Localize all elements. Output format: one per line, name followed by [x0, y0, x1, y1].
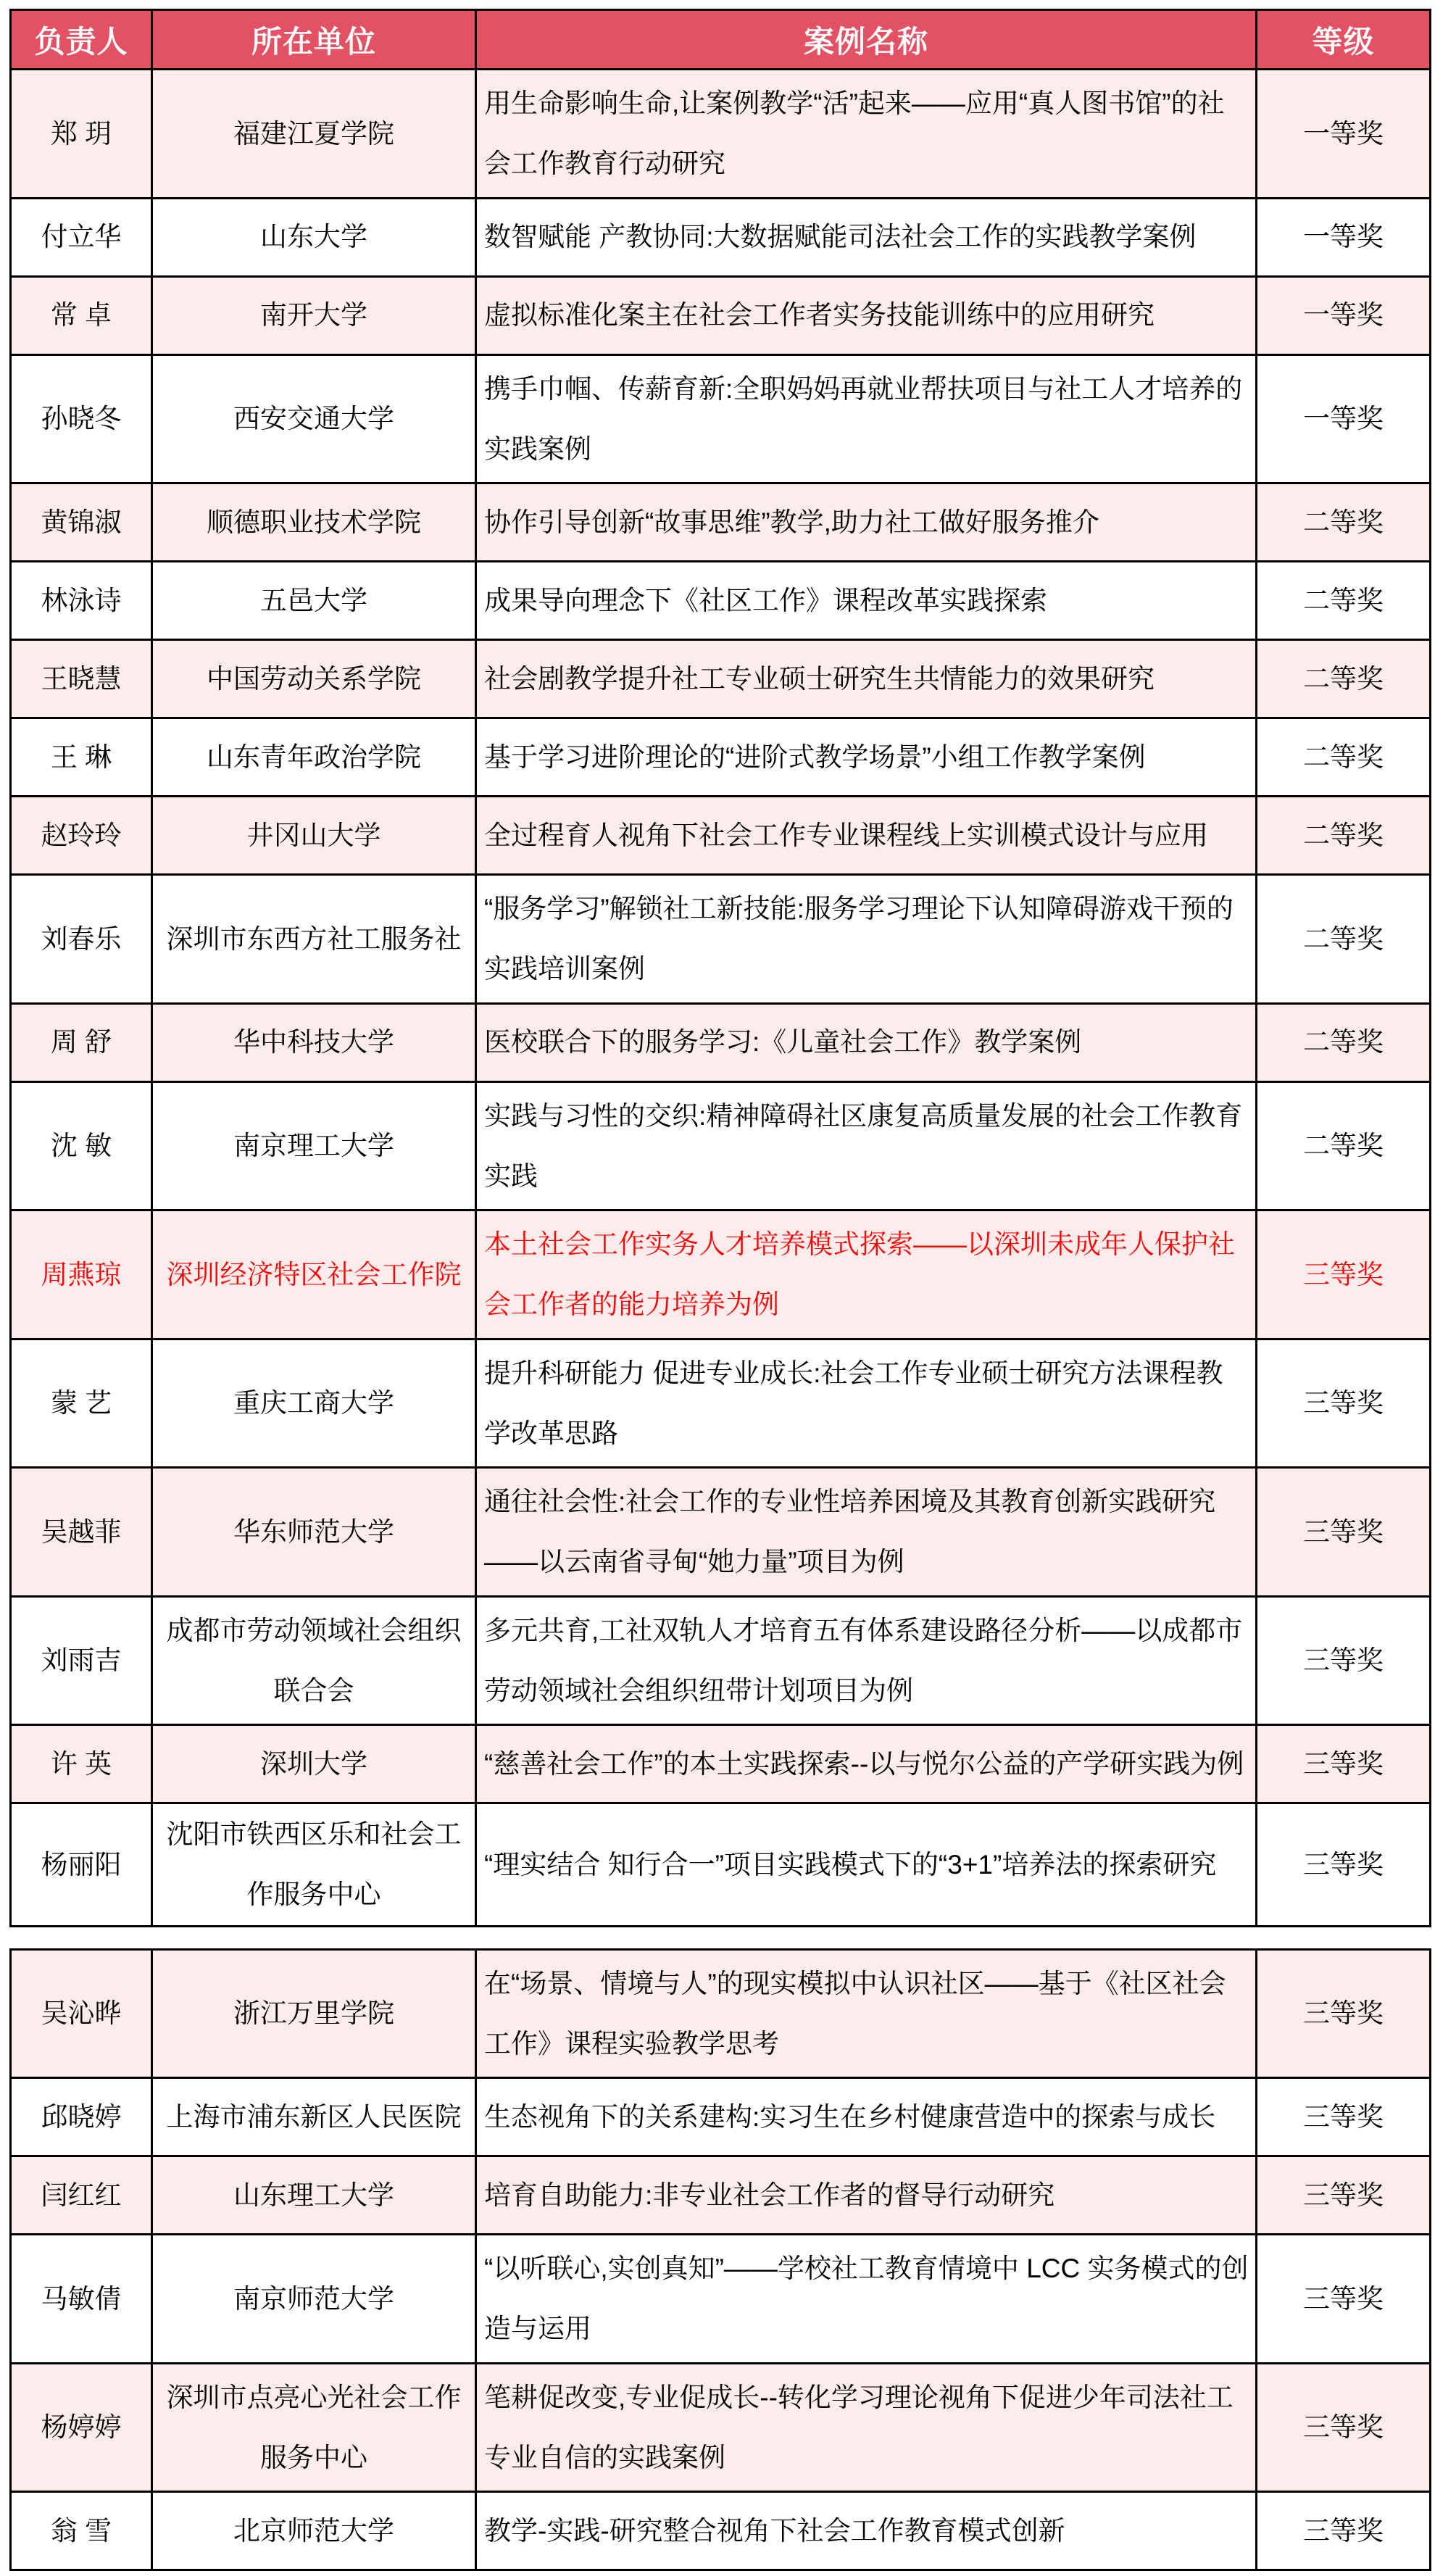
cell-award-grade: 三等奖 [1257, 1468, 1431, 1597]
cell-organization: 南开大学 [152, 276, 476, 354]
cell-case-title: 社会剧教学提升社工专业硕士研究生共情能力的效果研究 [476, 640, 1257, 718]
cell-award-grade: 一等奖 [1257, 198, 1431, 276]
cell-organization: 顺德职业技术学院 [152, 483, 476, 562]
cell-case-title: 提升科研能力 促进专业成长:社会工作专业硕士研究方法课程教学改革思路 [476, 1339, 1257, 1468]
cell-organization: 北京师范大学 [152, 2492, 476, 2570]
cell-case-title: 用生命影响生命,让案例教学“活”起来——应用“真人图书馆”的社会工作教育行动研究 [476, 70, 1257, 199]
cell-case-title: 成果导向理念下《社区工作》课程改革实践探索 [476, 562, 1257, 640]
cell-case-title: 本土社会工作实务人才培养模式探索——以深圳未成年人保护社会工作者的能力培养为例 [476, 1210, 1257, 1340]
cell-person-name: 沈 敏 [11, 1081, 152, 1210]
cell-person-name: 刘雨吉 [11, 1596, 152, 1725]
cell-award-grade: 三等奖 [1257, 1210, 1431, 1340]
cell-case-title: “理实结合 知行合一”项目实践模式下的“3+1”培养法的探索研究 [476, 1803, 1257, 1927]
cell-award-grade: 二等奖 [1257, 1003, 1431, 1081]
cell-case-title: 虚拟标准化案主在社会工作者实务技能训练中的应用研究 [476, 276, 1257, 354]
cell-case-title: 实践与习性的交织:精神障碍社区康复高质量发展的社会工作教育实践 [476, 1081, 1257, 1210]
cell-case-title: 携手巾帼、传薪育新:全职妈妈再就业帮扶项目与社工人才培养的实践案例 [476, 354, 1257, 483]
cell-person-name: 杨婷婷 [11, 2363, 152, 2492]
awards-table-section-2 [9, 1948, 1431, 2571]
cell-person-name: 翁 雪 [11, 2492, 152, 2570]
cell-person-name: 吴越菲 [11, 1468, 152, 1597]
cell-person-name: 刘春乐 [11, 875, 152, 1004]
cell-person-name: 周燕琼 [11, 1210, 152, 1340]
cell-organization: 上海市浦东新区人民医院 [152, 2078, 476, 2156]
table-row [11, 1596, 1431, 1725]
table-row [11, 2492, 1431, 2570]
cell-award-grade: 三等奖 [1257, 2492, 1431, 2570]
cell-award-grade: 二等奖 [1257, 875, 1431, 1004]
cell-case-title: 培育自助能力:非专业社会工作者的督导行动研究 [476, 2156, 1257, 2235]
cell-award-grade: 二等奖 [1257, 483, 1431, 562]
cell-organization: 山东理工大学 [152, 2156, 476, 2235]
cell-organization: 浙江万里学院 [152, 1949, 476, 2078]
cell-award-grade: 二等奖 [1257, 640, 1431, 718]
cell-award-grade: 一等奖 [1257, 70, 1431, 199]
cell-award-grade: 三等奖 [1257, 2078, 1431, 2156]
cell-person-name: 黄锦淑 [11, 483, 152, 562]
cell-case-title: 生态视角下的关系建构:实习生在乡村健康营造中的探索与成长 [476, 2078, 1257, 2156]
cell-case-title: 医校联合下的服务学习:《儿童社会工作》教学案例 [476, 1003, 1257, 1081]
table-row [11, 354, 1431, 483]
cell-organization: 五邑大学 [152, 562, 476, 640]
cell-award-grade: 三等奖 [1257, 2363, 1431, 2492]
cell-award-grade: 二等奖 [1257, 797, 1431, 875]
cell-organization: 华东师范大学 [152, 1468, 476, 1597]
cell-award-grade: 二等奖 [1257, 1081, 1431, 1210]
header-row [11, 10, 1431, 70]
cell-person-name: 王晓慧 [11, 640, 152, 718]
awards-table-section-1 [9, 9, 1431, 1927]
cell-person-name: 吴沁晔 [11, 1949, 152, 2078]
header-award-grade: 等级 [1257, 10, 1431, 70]
cell-award-grade: 三等奖 [1257, 1339, 1431, 1468]
cell-person-name: 蒙 艺 [11, 1339, 152, 1468]
cell-case-title: 通往社会性:社会工作的专业性培养困境及其教育创新实践研究——以云南省寻甸“她力量”项目为例 [476, 1468, 1257, 1597]
cell-organization: 成都市劳动领域社会组织联合会 [152, 1596, 476, 1725]
table-row [11, 718, 1431, 797]
table-row [11, 797, 1431, 875]
cell-person-name: 周 舒 [11, 1003, 152, 1081]
cell-organization: 中国劳动关系学院 [152, 640, 476, 718]
table-row [11, 2078, 1431, 2156]
cell-case-title: “以听联心,实创真知”——学校社工教育情境中 LCC 实务模式的创造与运用 [476, 2235, 1257, 2364]
cell-organization: 深圳经济特区社会工作院 [152, 1210, 476, 1340]
table-row [11, 70, 1431, 199]
table-row [11, 1339, 1431, 1468]
cell-person-name: 付立华 [11, 198, 152, 276]
cell-organization: 南京理工大学 [152, 1081, 476, 1210]
cell-organization: 华中科技大学 [152, 1003, 476, 1081]
cell-award-grade: 三等奖 [1257, 1725, 1431, 1803]
cell-organization: 深圳市点亮心光社会工作服务中心 [152, 2363, 476, 2492]
cell-organization: 南京师范大学 [152, 2235, 476, 2364]
header-person-name: 负责人 [11, 10, 152, 70]
cell-person-name: 郑 玥 [11, 70, 152, 199]
cell-award-grade: 三等奖 [1257, 1803, 1431, 1927]
cell-organization: 福建江夏学院 [152, 70, 476, 199]
cell-case-title: “慈善社会工作”的本土实践探索--以与悦尔公益的产学研实践为例 [476, 1725, 1257, 1803]
cell-organization: 沈阳市铁西区乐和社会工作服务中心 [152, 1803, 476, 1927]
cell-organization: 深圳市东西方社工服务社 [152, 875, 476, 1004]
cell-case-title: 全过程育人视角下社会工作专业课程线上实训模式设计与应用 [476, 797, 1257, 875]
cell-organization: 重庆工商大学 [152, 1339, 476, 1468]
table-row [11, 640, 1431, 718]
cell-case-title: 数智赋能 产教协同:大数据赋能司法社会工作的实践教学案例 [476, 198, 1257, 276]
cell-person-name: 杨丽阳 [11, 1803, 152, 1927]
cell-person-name: 林泳诗 [11, 562, 152, 640]
cell-award-grade: 一等奖 [1257, 276, 1431, 354]
table-row [11, 1468, 1431, 1597]
header-case-title: 案例名称 [476, 10, 1257, 70]
cell-person-name: 赵玲玲 [11, 797, 152, 875]
table-row [11, 1210, 1431, 1340]
cell-case-title: 笔耕促改变,专业促成长--转化学习理论视角下促进少年司法社工专业自信的实践案例 [476, 2363, 1257, 2492]
cell-person-name: 邱晓婷 [11, 2078, 152, 2156]
table-row [11, 483, 1431, 562]
table-row [11, 1725, 1431, 1803]
cell-organization: 井冈山大学 [152, 797, 476, 875]
table-row [11, 198, 1431, 276]
cell-award-grade: 三等奖 [1257, 2156, 1431, 2235]
cell-award-grade: 三等奖 [1257, 1596, 1431, 1725]
cell-organization: 山东青年政治学院 [152, 718, 476, 797]
cell-person-name: 许 英 [11, 1725, 152, 1803]
cell-case-title: 协作引导创新“故事思维”教学,助力社工做好服务推介 [476, 483, 1257, 562]
cell-award-grade: 三等奖 [1257, 1949, 1431, 2078]
table-row [11, 2363, 1431, 2492]
cell-case-title: 多元共育,工社双轨人才培育五有体系建设路径分析——以成都市劳动领域社会组织纽带计划项目为例 [476, 1596, 1257, 1725]
cell-person-name: 闫红红 [11, 2156, 152, 2235]
table-row [11, 1081, 1431, 1210]
table-row [11, 1949, 1431, 2078]
cell-person-name: 王 琳 [11, 718, 152, 797]
cell-case-title: 教学-实践-研究整合视角下社会工作教育模式创新 [476, 2492, 1257, 2570]
cell-person-name: 常 卓 [11, 276, 152, 354]
cell-award-grade: 三等奖 [1257, 2235, 1431, 2364]
cell-case-title: 在“场景、情境与人”的现实模拟中认识社区——基于《社区社会工作》课程实验教学思考 [476, 1949, 1257, 2078]
cell-organization: 西安交通大学 [152, 354, 476, 483]
table-row [11, 875, 1431, 1004]
table-row [11, 2235, 1431, 2364]
cell-person-name: 马敏倩 [11, 2235, 152, 2364]
table-row [11, 562, 1431, 640]
cell-person-name: 孙晓冬 [11, 354, 152, 483]
table-row [11, 1003, 1431, 1081]
cell-award-grade: 一等奖 [1257, 354, 1431, 483]
cell-case-title: “服务学习”解锁社工新技能:服务学习理论下认知障碍游戏干预的实践培训案例 [476, 875, 1257, 1004]
cell-organization: 山东大学 [152, 198, 476, 276]
cell-case-title: 基于学习进阶理论的“进阶式教学场景”小组工作教学案例 [476, 718, 1257, 797]
table-row [11, 276, 1431, 354]
table-row [11, 1803, 1431, 1927]
cell-award-grade: 二等奖 [1257, 562, 1431, 640]
header-organization: 所在单位 [152, 10, 476, 70]
cell-organization: 深圳大学 [152, 1725, 476, 1803]
cell-award-grade: 二等奖 [1257, 718, 1431, 797]
table-row [11, 2156, 1431, 2235]
table-header [11, 10, 1431, 70]
